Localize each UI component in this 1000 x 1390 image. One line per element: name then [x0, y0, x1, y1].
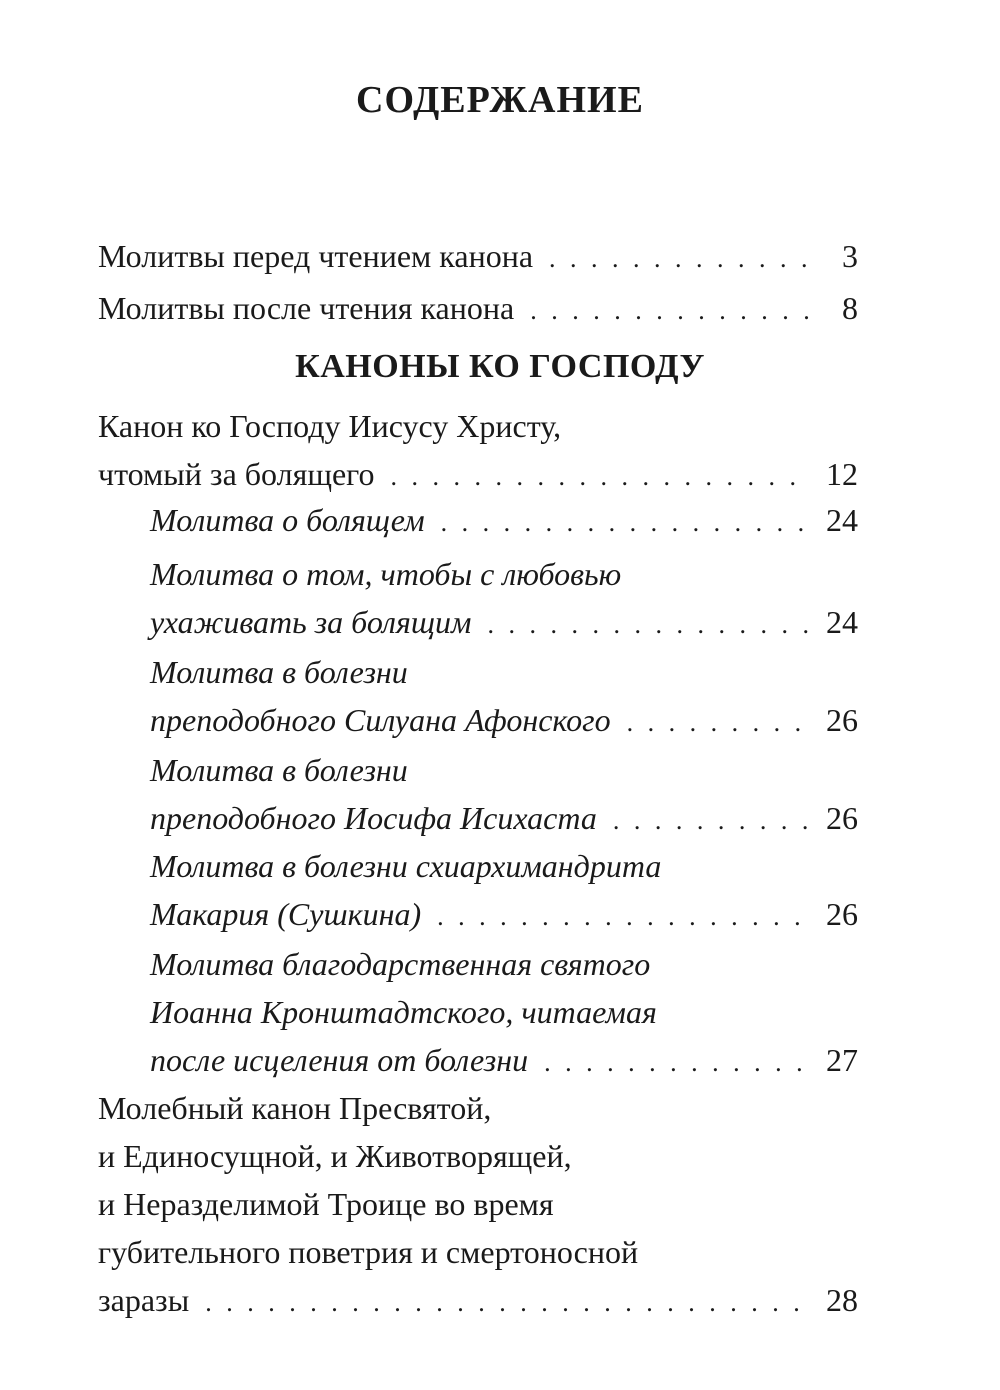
toc-subentry — [150, 746, 858, 845]
page-number: 3 — [842, 238, 858, 274]
entry-text: чтомый за болящего — [98, 456, 375, 492]
toc-entry — [98, 402, 858, 501]
leader-dots — [471, 601, 812, 649]
entry-text: ухаживать за болящим — [150, 604, 472, 640]
toc-entry — [98, 232, 858, 283]
page-number: 12 — [826, 456, 858, 492]
entry-text: Канон ко Господу Иисусу Христу, — [98, 408, 562, 444]
entry-text: Макария (Сушкина) — [150, 896, 422, 932]
toc-entry — [98, 1084, 858, 1327]
page-number: 28 — [826, 1282, 858, 1318]
entry-text: преподобного Силуана Афонского — [150, 702, 611, 738]
entry-text: Молитва о том, чтобы с любовью — [150, 556, 622, 592]
entry-text: Молитва в болезни — [150, 654, 408, 690]
page-number: 24 — [826, 604, 858, 640]
leader-dots — [421, 893, 812, 941]
leader-dots — [374, 453, 812, 501]
page-number: 26 — [826, 702, 858, 738]
section-heading: КАНОНЫ КО ГОСПОДУ — [295, 348, 705, 385]
leader-dots — [528, 1039, 812, 1087]
toc-subentry — [150, 940, 858, 1087]
page-number: 27 — [826, 1042, 858, 1078]
toc-entry — [98, 284, 858, 335]
entry-text: Молитвы после чтения канона — [98, 290, 515, 326]
leader-dots — [611, 699, 812, 747]
entry-text: и Единосущной, и Животворящей, — [98, 1138, 572, 1174]
leader-dots — [425, 499, 812, 547]
entry-text: заразы — [98, 1282, 190, 1318]
page-number: 26 — [826, 896, 858, 932]
page-number: 8 — [842, 290, 858, 326]
leader-dots — [189, 1279, 812, 1327]
entry-text: и Неразделимой Троице во время — [98, 1186, 554, 1222]
page-number: 24 — [826, 502, 858, 538]
page-number: 26 — [826, 800, 858, 836]
entry-text: Молитва о болящем — [150, 502, 425, 538]
entry-text: преподобного Иосифа Исихаста — [150, 800, 597, 836]
entry-text: губительного поветрия и смертоносной — [98, 1234, 639, 1270]
toc-subentry — [150, 550, 858, 649]
entry-text: после исцеления от болезни — [150, 1042, 529, 1078]
entry-text: Молитва в болезни — [150, 752, 408, 788]
toc-subentry — [150, 648, 858, 747]
entry-text: Молебный канон Пресвятой, — [98, 1090, 492, 1126]
leader-dots — [514, 287, 812, 335]
toc-subentry — [150, 842, 858, 941]
toc-subentry — [150, 496, 858, 547]
leader-dots — [597, 797, 812, 845]
page-title: СОДЕРЖАНИЕ — [356, 79, 644, 121]
entry-text: Иоанна Кронштадтского, читаемая — [150, 994, 657, 1030]
entry-text: Молитва в болезни схиархимандрита — [150, 848, 662, 884]
leader-dots — [533, 235, 812, 283]
entry-text: Молитвы перед чтением канона — [98, 238, 534, 274]
entry-text: Молитва благодарственная святого — [150, 946, 651, 982]
